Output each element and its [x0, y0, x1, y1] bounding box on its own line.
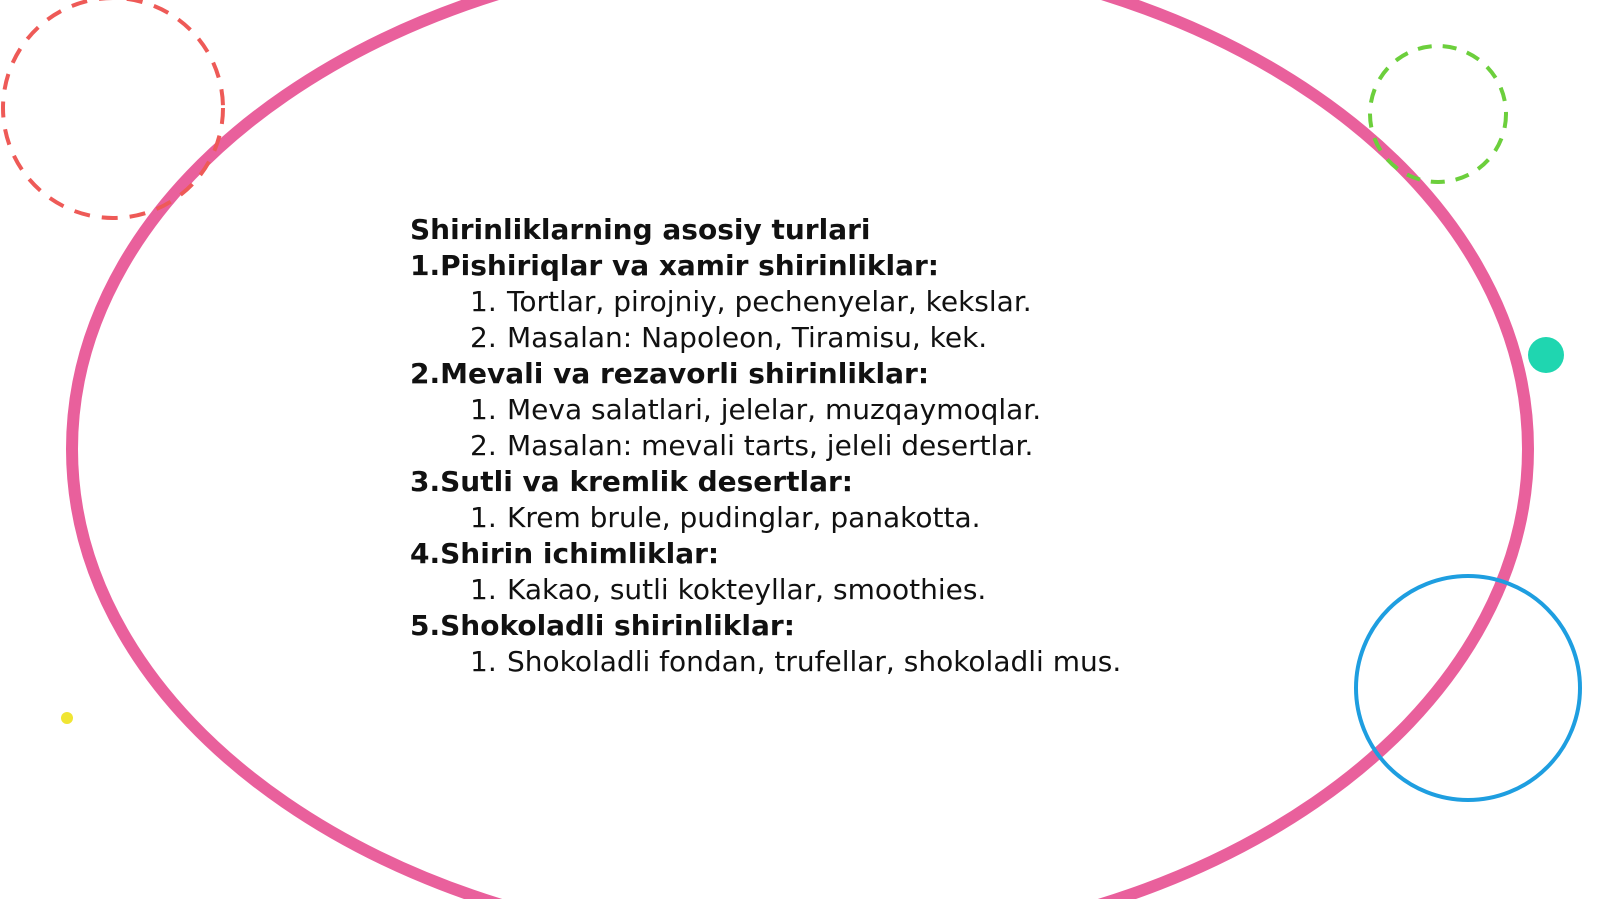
section-2	[410, 356, 1310, 464]
section-4	[410, 536, 1310, 608]
list-item-number: 1.	[470, 501, 497, 534]
list-item	[410, 500, 1310, 536]
list-item-number: 2.	[470, 429, 497, 462]
section-5	[410, 608, 1310, 680]
list-item-text: Masalan: Napoleon, Tiramisu, kek.	[507, 321, 988, 354]
section-number: 5.	[410, 609, 441, 642]
list-item-text: Meva salatlari, jelelar, muzqaymoqlar.	[507, 393, 1042, 426]
list-item-number: 1.	[470, 393, 497, 426]
section-3	[410, 464, 1310, 536]
list-item-text: Masalan: mevali tarts, jeleli desertlar.	[507, 429, 1034, 462]
list-item	[410, 644, 1310, 680]
list-item-text: Shokoladli fondan, trufellar, shokoladli mus.	[507, 645, 1122, 678]
section-heading-text: Shokoladli shirinliklar:	[440, 609, 795, 642]
green-dashed-circle	[1370, 46, 1506, 182]
section-number: 2.	[410, 357, 441, 390]
section-heading	[410, 608, 1310, 644]
section-heading	[410, 248, 1310, 284]
section-heading-text: Mevali va rezavorli shirinliklar:	[440, 357, 930, 390]
section-heading	[410, 536, 1310, 572]
list-item-text: Krem brule, pudinglar, panakotta.	[507, 501, 981, 534]
section-heading-text: Pishiriqlar va xamir shirinliklar:	[440, 249, 939, 282]
list-item-number: 1.	[470, 285, 497, 318]
blue-circle	[1356, 576, 1580, 800]
section-heading	[410, 464, 1310, 500]
list-item	[410, 320, 1310, 356]
section-number: 4.	[410, 537, 441, 570]
section-heading-text: Sutli va kremlik desertlar:	[440, 465, 853, 498]
section-heading-text: Shirin ichimliklar:	[440, 537, 720, 570]
list-item-text: Tortlar, pirojniy, pechenyelar, kekslar.	[507, 285, 1032, 318]
section-heading	[410, 356, 1310, 392]
list-item	[410, 284, 1310, 320]
list-item-number: 1.	[470, 645, 497, 678]
section-number: 3.	[410, 465, 441, 498]
section-1	[410, 248, 1310, 356]
section-number: 1.	[410, 249, 441, 282]
slide-content	[410, 212, 1310, 680]
teal-dot	[1528, 337, 1564, 373]
list-item-text: Kakao, sutli kokteyllar, smoothies.	[507, 573, 987, 606]
list-item	[410, 572, 1310, 608]
list-item	[410, 392, 1310, 428]
list-item-number: 2.	[470, 321, 497, 354]
yellow-dot	[61, 712, 73, 724]
list-item	[410, 428, 1310, 464]
red-dashed-circle	[3, 0, 223, 218]
list-item-number: 1.	[470, 573, 497, 606]
slide-title: Shirinliklarning asosiy turlari	[410, 213, 871, 246]
